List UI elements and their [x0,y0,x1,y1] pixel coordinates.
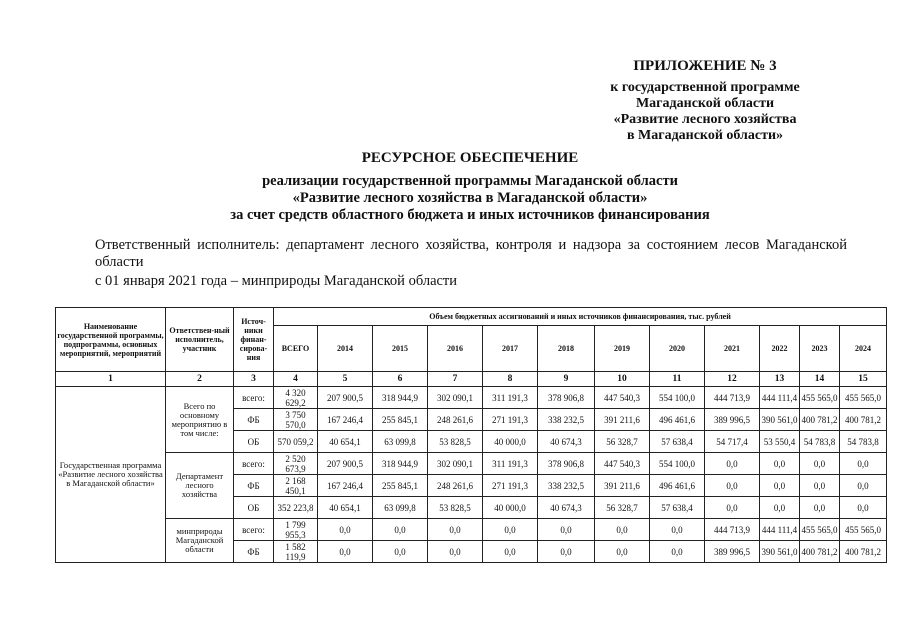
value-cell: 390 561,0 [760,409,800,431]
appendix-block [560,58,850,144]
value-cell: 0,0 [318,541,373,563]
document-heading [150,150,790,224]
value-cell: 444 713,9 [705,519,760,541]
value-cell: 0,0 [538,519,595,541]
value-cell: 389 996,5 [705,409,760,431]
value-cell: 248 261,6 [428,475,483,497]
index-cell: 15 [840,372,887,387]
index-cell: 6 [373,372,428,387]
value-cell: 400 781,2 [840,409,887,431]
value-cell: 447 540,3 [595,453,650,475]
value-cell: 255 845,1 [373,475,428,497]
source-cell: ФБ [234,475,274,497]
value-cell: 0,0 [538,541,595,563]
index-cell: 12 [705,372,760,387]
value-cell: 63 099,8 [373,497,428,519]
value-cell: 0,0 [483,541,538,563]
value-cell: 56 328,7 [595,497,650,519]
header-year: 2024 [840,326,887,372]
value-cell: 54 783,8 [800,431,840,453]
value-cell: 63 099,8 [373,431,428,453]
value-cell: 455 565,0 [800,387,840,409]
value-cell: 53 828,5 [428,431,483,453]
value-cell: 0,0 [760,475,800,497]
source-cell: ОБ [234,431,274,453]
value-cell: 40 654,1 [318,497,373,519]
executor-line: с 01 января 2021 года – минприроды Магаданской области [95,273,458,289]
value-cell: 444 713,9 [705,387,760,409]
value-cell: 311 191,3 [483,387,538,409]
value-cell: 40 000,0 [483,497,538,519]
header-year: 2019 [595,326,650,372]
appendix-line: к государственной программе [610,80,800,95]
source-cell: ФБ [234,541,274,563]
header-year: 2014 [318,326,373,372]
value-cell: 378 906,8 [538,453,595,475]
heading-line: «Развитие лесного хозяйства в Магаданской области» [292,190,648,206]
source-cell: всего: [234,453,274,475]
value-cell: 0,0 [800,497,840,519]
value-cell: 554 100,0 [650,453,705,475]
index-cell: 10 [595,372,650,387]
value-cell: 311 191,3 [483,453,538,475]
total-cell: 4 320 629,2 [274,387,318,409]
total-cell: 352 223,8 [274,497,318,519]
value-cell: 400 781,2 [800,541,840,563]
value-cell: 167 246,4 [318,409,373,431]
value-cell: 207 900,5 [318,387,373,409]
value-cell: 338 232,5 [538,475,595,497]
source-cell: ОБ [234,497,274,519]
value-cell: 400 781,2 [840,541,887,563]
header-year: 2016 [428,326,483,372]
value-cell: 318 944,9 [373,387,428,409]
table-row [56,387,887,409]
value-cell: 444 111,4 [760,387,800,409]
executor-line: Ответственный исполнитель: департамент лесного хозяйства, контроля и надзора за состоянием лесов Магаданской области [95,237,847,270]
index-cell: 9 [538,372,595,387]
value-cell: 302 090,1 [428,453,483,475]
value-cell: 248 261,6 [428,409,483,431]
value-cell: 0,0 [705,453,760,475]
total-cell: 3 750 570,0 [274,409,318,431]
value-cell: 455 565,0 [840,519,887,541]
value-cell: 0,0 [373,541,428,563]
value-cell: 167 246,4 [318,475,373,497]
responsible-cell: минприроды Магаданской области [166,519,234,563]
value-cell: 271 191,3 [483,475,538,497]
total-cell: 1 799 955,3 [274,519,318,541]
index-cell: 4 [274,372,318,387]
index-row [56,372,887,387]
value-cell: 0,0 [705,497,760,519]
executor-block [95,237,847,290]
value-cell: 0,0 [428,519,483,541]
value-cell: 554 100,0 [650,387,705,409]
source-cell: всего: [234,387,274,409]
value-cell: 400 781,2 [800,409,840,431]
value-cell: 496 461,6 [650,475,705,497]
value-cell: 0,0 [760,453,800,475]
value-cell: 0,0 [800,453,840,475]
heading-line: за счет средств областного бюджета и иных источников финансирования [230,207,710,223]
appendix-line: Магаданской области [635,96,775,111]
header-year: 2015 [373,326,428,372]
index-cell: 14 [800,372,840,387]
value-cell: 391 211,6 [595,409,650,431]
value-cell: 0,0 [800,475,840,497]
index-cell: 13 [760,372,800,387]
index-cell: 3 [234,372,274,387]
source-cell: ФБ [234,409,274,431]
value-cell: 338 232,5 [538,409,595,431]
responsible-cell: Всего по основному мероприятию в том числе: [166,387,234,453]
value-cell: 207 900,5 [318,453,373,475]
responsible-cell: Департамент лесного хозяйства [166,453,234,519]
value-cell: 271 191,3 [483,409,538,431]
value-cell: 378 906,8 [538,387,595,409]
resource-table [55,307,887,563]
value-cell: 40 654,1 [318,431,373,453]
total-cell: 1 582 119,9 [274,541,318,563]
total-cell: 2 520 673,9 [274,453,318,475]
appendix-line: в Магаданской области» [626,128,784,143]
value-cell: 40 674,3 [538,431,595,453]
value-cell: 496 461,6 [650,409,705,431]
value-cell: 0,0 [840,453,887,475]
value-cell: 0,0 [650,541,705,563]
header-year: 2022 [760,326,800,372]
value-cell: 0,0 [840,497,887,519]
header-name: Наименование государственной программы, подпрограммы, основных мероприятий, мероприятий [56,308,166,372]
value-cell: 0,0 [483,519,538,541]
header-total: ВСЕГО [274,326,318,372]
value-cell: 455 565,0 [840,387,887,409]
heading-line: реализации государственной программы Магаданской области [262,173,678,189]
value-cell: 318 944,9 [373,453,428,475]
value-cell: 53 828,5 [428,497,483,519]
value-cell: 0,0 [595,541,650,563]
index-cell: 1 [56,372,166,387]
program-name-cell: Государственная программа «Развитие лесного хозяйства в Магаданской области» [56,387,166,563]
total-cell: 2 168 450,1 [274,475,318,497]
header-year: 2023 [800,326,840,372]
header-year: 2018 [538,326,595,372]
index-cell: 8 [483,372,538,387]
header-year: 2017 [483,326,538,372]
value-cell: 0,0 [373,519,428,541]
value-cell: 0,0 [705,475,760,497]
document-title: РЕСУРСНОЕ ОБЕСПЕЧЕНИЕ [361,150,579,166]
value-cell: 447 540,3 [595,387,650,409]
value-cell: 0,0 [840,475,887,497]
value-cell: 0,0 [428,541,483,563]
source-cell: всего: [234,519,274,541]
table-row [56,453,887,475]
value-cell: 302 090,1 [428,387,483,409]
header-year: 2020 [650,326,705,372]
value-cell: 57 638,4 [650,431,705,453]
value-cell: 389 996,5 [705,541,760,563]
header-source: Источ-ники финан-сирова-ния [234,308,274,372]
total-cell: 570 059,2 [274,431,318,453]
value-cell: 455 565,0 [800,519,840,541]
value-cell: 0,0 [595,519,650,541]
value-cell: 255 845,1 [373,409,428,431]
index-cell: 5 [318,372,373,387]
header-responsible: Ответствен-ный исполнитель, участник [166,308,234,372]
table-row [56,519,887,541]
appendix-number: ПРИЛОЖЕНИЕ № 3 [633,58,777,74]
value-cell: 391 211,6 [595,475,650,497]
value-cell: 0,0 [760,497,800,519]
header-volume: Объем бюджетных ассигнований и иных источников финансирования, тыс. рублей [274,308,887,326]
value-cell: 444 111,4 [760,519,800,541]
value-cell: 0,0 [318,519,373,541]
index-cell: 7 [428,372,483,387]
value-cell: 57 638,4 [650,497,705,519]
value-cell: 53 550,4 [760,431,800,453]
index-cell: 11 [650,372,705,387]
value-cell: 56 328,7 [595,431,650,453]
value-cell: 40 674,3 [538,497,595,519]
value-cell: 40 000,0 [483,431,538,453]
value-cell: 54 783,8 [840,431,887,453]
value-cell: 0,0 [650,519,705,541]
value-cell: 390 561,0 [760,541,800,563]
index-cell: 2 [166,372,234,387]
value-cell: 54 717,4 [705,431,760,453]
appendix-line: «Развитие лесного хозяйства [613,112,797,127]
header-year: 2021 [705,326,760,372]
